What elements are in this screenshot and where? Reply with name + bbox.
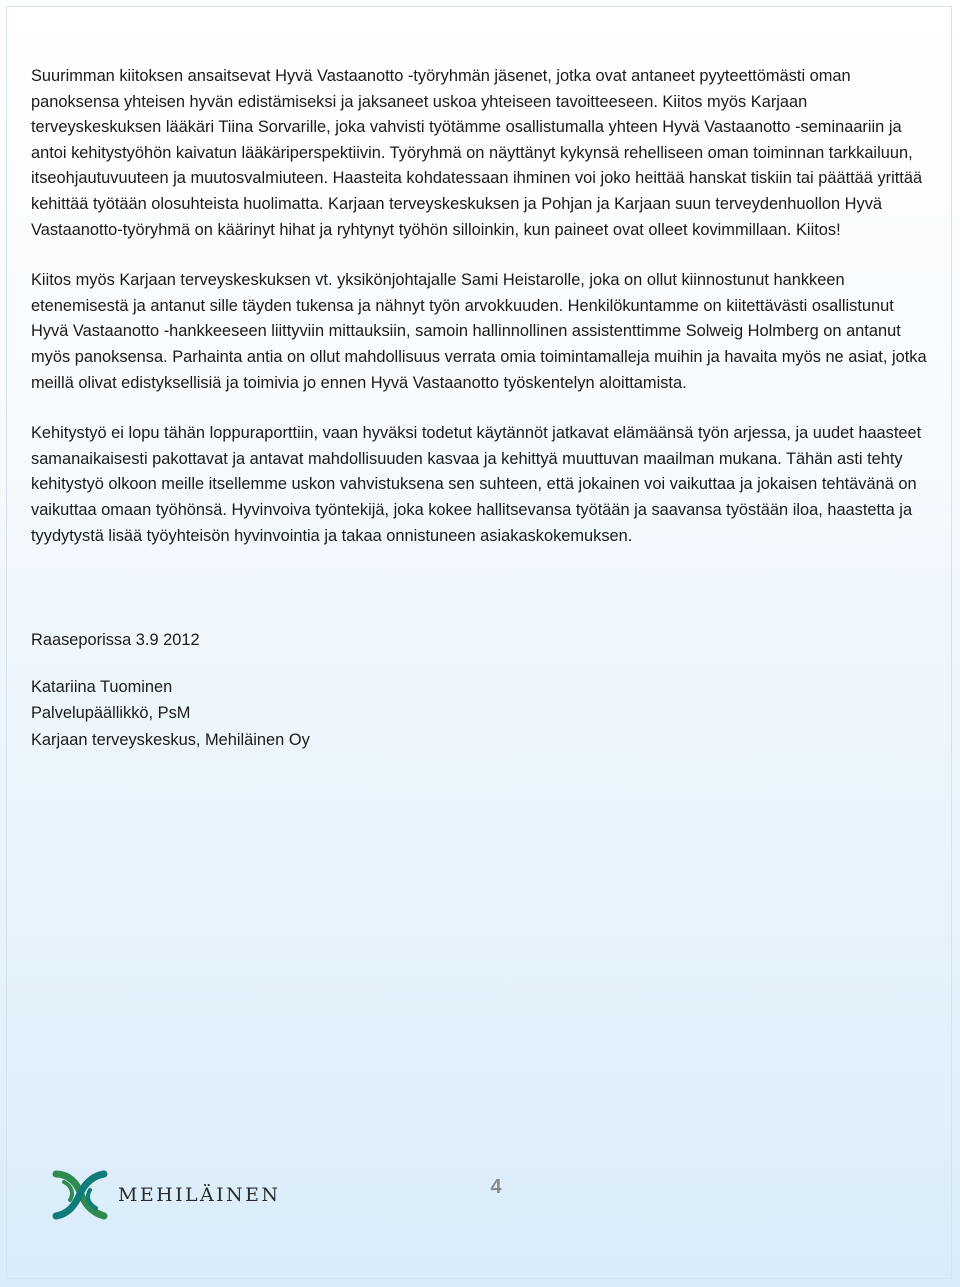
place-date: Raaseporissa 3.9 2012 [31, 631, 200, 650]
paragraph-acknowledgements: Suurimman kiitoksen ansaitsevat Hyvä Vastaanotto -työryhmän jäsenet, jotka ovat antaneet pyyteettömästi oman panoksensa yhteisen hyvän edistämiseksi ja jaksaneet uskoa yhteiseen tavoitteeseen. Kiitos myös Karjaan terveyskeskuksen lääkäri Tiina Sorvarille, joka vahvisti työtämme osallistumalla yhteen Hyvä Vastaanotto -seminaariin ja antoi kehitystyöhön kaivatun lääkäriperspektiivin. Työryhmä on näyttänyt kykynsä rehelliseen oman toiminnan tarkkailuun, itseohjautuvuuteen ja muutosvalmiuteen. Haasteita kohdatessaan ihminen voi joko heittää hanskat tiskiin tai päättää yrittää kehittää työtään olosuhteista huolimatta. Karjaan terveyskeskuksen ja Pohjan ja Karjaan suun terveydenhuollon Hyvä Vastaanotto-työryhmä on käärinyt hihat ja ryhtynyt työhön silloinkin, kun paineet ovat olleet kovimmillaan. Kiitos! [31, 67, 923, 239]
signature-block [31, 628, 929, 753]
mehilainen-logo-icon [50, 1168, 112, 1222]
signer-name: Katariina Tuominen [31, 677, 173, 696]
document-body [31, 64, 929, 753]
paragraph-thanks-management: Kiitos myös Karjaan terveyskeskuksen vt. yksikönjohtajalle Sami Heistarolle, joka on ollut kiinnostunut hankkeen etenemisestä ja antanut sille täyden tukensa ja nähnyt työn arvokkuuden. Henkilökuntamme on kiitettävästi osallistunut Hyvä Vastaanotto -hankkeeseen liittyviin mittauksiin, samoin hallinnollinen assistenttimme Solweig Holmberg on antanut myös panoksensa. Parhainta antia on ollut mahdollisuus verrata omia toimintamalleja muihin ja havaita myös ne asiat, jotka meillä olivat edistyksellisiä ja toimivia jo ennen Hyvä Vastaanotto työskentelyn aloittamista. [31, 271, 927, 392]
footer-logo [50, 1168, 310, 1222]
paragraph-closing: Kehitystyö ei lopu tähän loppuraporttiin, vaan hyväksi todetut käytännöt jatkavat elämäänsä työn arjessa, ja uudet haasteet samanaikaisesti pakottavat ja antavat mahdollisuuden kasvaa ja kehittyä muuttuvan maailman mukana. Tähän asti tehty kehitystyö olkoon meille itsellemme uskon vahvistuksena sen suhteen, että jokainen voi vaikuttaa ja jokaisen tehtävänä on vaikuttaa omaan työhönsä. Hyvinvoiva työntekijä, joka kokee hallitsevansa työtään ja saavansa työstään iloa, haastetta ja tyydytystä lisää työyhteisön hyvinvointia ja takaa onnistuneen asiakaskokemuksen. [31, 424, 922, 545]
signature-lines [31, 674, 929, 754]
logo-wordmark: MEHILÄINEN [118, 1184, 281, 1206]
spacer [31, 574, 929, 628]
signer-title: Palvelupäällikkö, PsM [31, 704, 191, 723]
signer-organization: Karjaan terveyskeskus, Mehiläinen Oy [31, 730, 310, 749]
page-number: 4 [490, 1176, 502, 1198]
